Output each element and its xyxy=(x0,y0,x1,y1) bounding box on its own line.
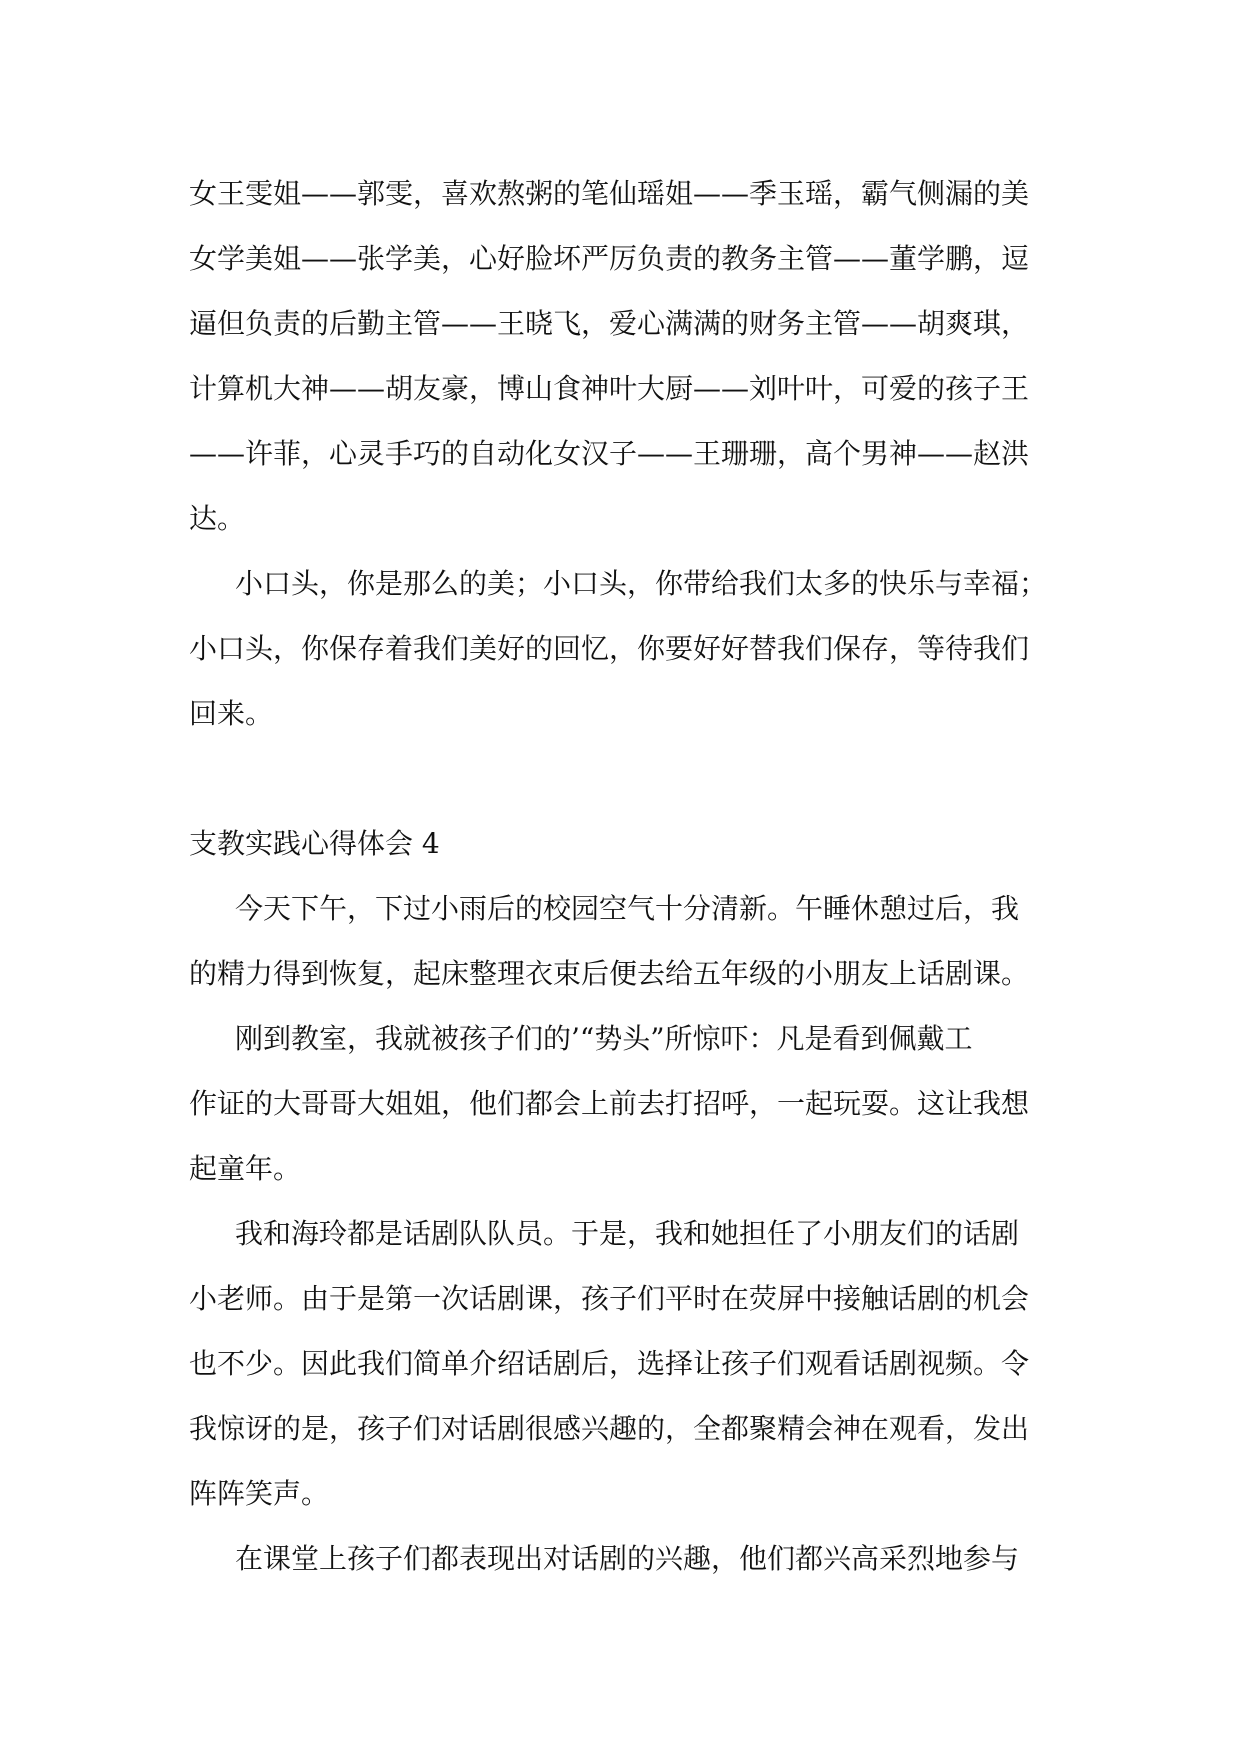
text-line: 小口头，你保存着我们美好的回忆，你要好好替我们保存，等待我们 xyxy=(189,632,1030,665)
text-line: 阵阵笑声。 xyxy=(189,1477,330,1510)
paragraph-afternoon xyxy=(189,876,1059,1006)
text-line: 小老师。由于是第一次话剧课，孩子们平时在荧屏中接触话剧的机会 xyxy=(189,1282,1030,1315)
document-body xyxy=(189,161,1059,1591)
text-line: ——许菲，心灵手巧的自动化女汉子——王珊珊，高个男神——赵洪 xyxy=(189,437,1030,470)
text-line: 也不少。因此我们简单介绍话剧后，选择让孩子们观看话剧视频。令 xyxy=(189,1347,1030,1380)
paragraph-class-interest xyxy=(189,1526,1059,1591)
text-line: 计算机大神——胡友豪，博山食神叶大厨——刘叶叶，可爱的孩子王 xyxy=(189,372,1030,405)
text-line: 逼但负责的后勤主管——王晓飞，爱心满满的财务主管——胡爽琪， xyxy=(189,307,1030,340)
paragraph-drama-team xyxy=(189,1201,1059,1526)
text-line: 达。 xyxy=(189,502,246,535)
text-line: 回来。 xyxy=(189,697,274,730)
text-line: 我惊讶的是，孩子们对话剧很感兴趣的，全都聚精会神在观看，发出 xyxy=(189,1412,1030,1445)
paragraph-staff-list xyxy=(189,161,1059,551)
paragraph-classroom xyxy=(189,1006,1059,1201)
text-line: 刚到教室，我就被孩子们的’“势头”所惊吓：凡是看到佩戴工 xyxy=(235,1022,973,1055)
text-line: 作证的大哥哥大姐姐，他们都会上前去打招呼，一起玩耍。这让我想 xyxy=(189,1087,1030,1120)
text-line: 小口头，你是那么的美；小口头，你带给我们太多的快乐与幸福； xyxy=(235,567,1048,600)
text-line: 今天下午，下过小雨后的校园空气十分清新。午睡休憩过后，我 xyxy=(235,892,1020,925)
section-heading xyxy=(189,811,1059,876)
text-line: 女王雯姐——郭雯，喜欢熬粥的笔仙瑶姐——季玉瑶，霸气侧漏的美 xyxy=(189,177,1030,210)
text-line: 在课堂上孩子们都表现出对话剧的兴趣，他们都兴高采烈地参与 xyxy=(235,1542,1020,1575)
text-line: 起童年。 xyxy=(189,1152,302,1185)
text-line: 我和海玲都是话剧队队员。于是，我和她担任了小朋友们的话剧 xyxy=(235,1217,1020,1250)
paragraph-xiaokoutou xyxy=(189,551,1059,746)
text-line: 女学美姐——张学美，心好脸坏严厉负责的教务主管——董学鹏，逗 xyxy=(189,242,1030,275)
section-title: 支教实践心得体会 4 xyxy=(189,827,440,860)
text-line: 的精力得到恢复，起床整理衣束后便去给五年级的小朋友上话剧课。 xyxy=(189,957,1030,990)
